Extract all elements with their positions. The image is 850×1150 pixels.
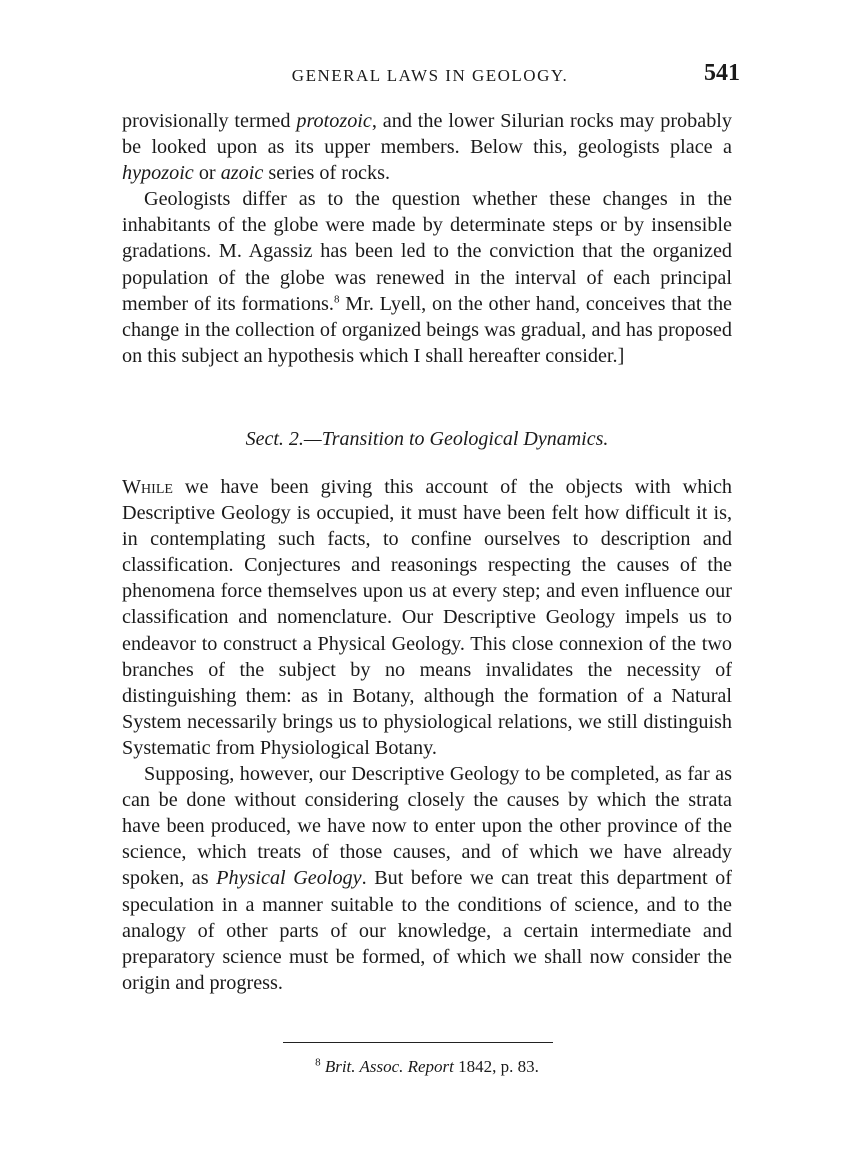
italic-term: protozoic xyxy=(296,110,372,132)
paragraph-continuation xyxy=(122,108,732,186)
text-run: or xyxy=(193,162,221,185)
italic-term: azoic xyxy=(220,162,264,185)
paragraph-geologists-differ xyxy=(122,186,732,369)
text-run: , and the lower Silurian rocks may probably be looked upon as its upper members. Below this, geologists place a xyxy=(122,110,732,159)
text-run: . But before we can treat this department of speculation in a manner suitable to the conditions of science, and to the analogy of other parts of our knowledge, a certain intermediate and preparatory science must be formed, of which we shall now consider the origin and progress. xyxy=(122,867,732,994)
upper-text-block xyxy=(122,108,732,369)
footnote-reference: 8 xyxy=(333,292,340,305)
section-heading: Sect. 2.—Transition to Geological Dynamics. xyxy=(245,428,609,450)
italic-term: hypozoic xyxy=(122,162,194,185)
footnote-mark: 8 xyxy=(315,1056,321,1069)
page-number: 541 xyxy=(704,60,740,86)
text-run: Mr. Lyell, on the other hand, conceives that the change in the collection of organized beings was gradual, and has proposed on this subject an hypothesis which I shall hereafter consider.] xyxy=(122,292,733,367)
small-caps-lead: While xyxy=(122,476,173,498)
footnote-rule xyxy=(283,1042,553,1043)
text-run: provisionally termed xyxy=(122,110,297,132)
text-run: Geologists differ as to the question whether these changes in the inhabitants of the globe were made by determinate steps or by insensible gradations. M. Agassiz has been led to the conviction that the organized population of the globe was renewed in the interval of each principal member of its formations. xyxy=(122,188,732,315)
footnote-source: Brit. Assoc. Report xyxy=(324,1057,454,1076)
text-run: Supposing, however, our Descriptive Geology to be completed, as far as can be done without considering closely the causes by which the strata have been produced, we have now to enter upon the other province of the science, which treats of those causes, and of which we have already spoken, as xyxy=(122,763,732,890)
paragraph-while xyxy=(122,474,732,761)
lower-text-block xyxy=(122,474,732,996)
text-run: we have been giving this account of the objects with which Descriptive Geology is occupied, it must have been felt how difficult it is, in contemplating such facts, to confine ourselves to description and classification. Conjectures and reasonings respecting the causes of the phenomena force themselves upon us at every step; and even influence our classification and nomenclature. Our Descriptive Geology impels us to endeavor to construct a Physical Geology. This close connexion of the two branches of the subject by no means invalidates the necessity of distinguishing them: as in Botany, although the formation of a Natural System necessarily brings us to physiological relations, we still distinguish Systematic from Physiological Botany. xyxy=(122,476,732,759)
paragraph-supposing xyxy=(122,761,732,996)
running-head xyxy=(120,60,740,90)
text-run: series of rocks. xyxy=(263,162,391,185)
italic-term: Physical Geology xyxy=(216,867,362,890)
running-title: GENERAL LAWS IN GEOLOGY. xyxy=(291,66,569,85)
footnote-text: 1842, p. 83. xyxy=(453,1057,539,1076)
footnote xyxy=(122,1057,732,1077)
